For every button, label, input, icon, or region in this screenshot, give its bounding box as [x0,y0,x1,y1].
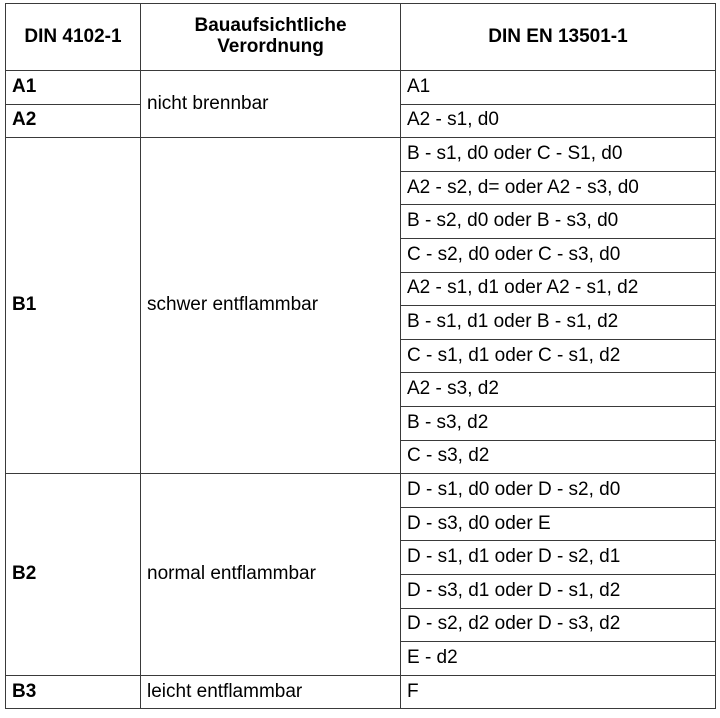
en-class-cell: D - s1, d1 oder D - s2, d1 [401,541,716,575]
en-class-cell: B - s3, d2 [401,406,716,440]
table-row [6,71,716,105]
en-class-cell: A1 [401,71,716,105]
en-class-cell: D - s3, d0 oder E [401,507,716,541]
bauaufsicht-cell: normal entflammbar [141,474,401,676]
din-class-cell: B2 [6,474,141,676]
en-class-cell: D - s1, d0 oder D - s2, d0 [401,474,716,508]
header-din-en-13501: DIN EN 13501-1 [401,4,716,71]
en-class-cell: E - d2 [401,642,716,676]
din-class-cell: B1 [6,138,141,474]
table-row [6,138,716,172]
en-class-cell: A2 - s1, d0 [401,104,716,138]
header-bauaufsicht [141,4,401,71]
en-class-cell: A2 - s2, d= oder A2 - s3, d0 [401,171,716,205]
en-class-cell: C - s1, d1 oder C - s1, d2 [401,339,716,373]
en-class-cell: B - s1, d1 oder B - s1, d2 [401,306,716,340]
header-row [6,4,716,71]
en-class-cell: D - s3, d1 oder D - s1, d2 [401,574,716,608]
en-class-cell: A2 - s3, d2 [401,373,716,407]
en-class-cell: B - s1, d0 oder C - S1, d0 [401,138,716,172]
bauaufsicht-cell: nicht brennbar [141,71,401,138]
fire-classification-table [5,3,716,709]
en-class-cell: C - s2, d0 oder C - s3, d0 [401,238,716,272]
header-bauaufsicht-line2: Verordnung [217,36,324,57]
bauaufsicht-cell: schwer entflammbar [141,138,401,474]
header-bauaufsicht-line1: Bauaufsichtliche [194,15,347,37]
table-row [6,474,716,508]
en-class-cell: D - s2, d2 oder D - s3, d2 [401,608,716,642]
din-class-cell: A1 [6,71,141,105]
din-class-cell: B3 [6,675,141,709]
en-class-cell: F [401,675,716,709]
en-class-cell: C - s3, d2 [401,440,716,474]
table-row [6,675,716,709]
bauaufsicht-cell: leicht entflammbar [141,675,401,709]
din-class-cell: A2 [6,104,141,138]
en-class-cell: A2 - s1, d1 oder A2 - s1, d2 [401,272,716,306]
en-class-cell: B - s2, d0 oder B - s3, d0 [401,205,716,239]
header-din-4102: DIN 4102-1 [6,4,141,71]
